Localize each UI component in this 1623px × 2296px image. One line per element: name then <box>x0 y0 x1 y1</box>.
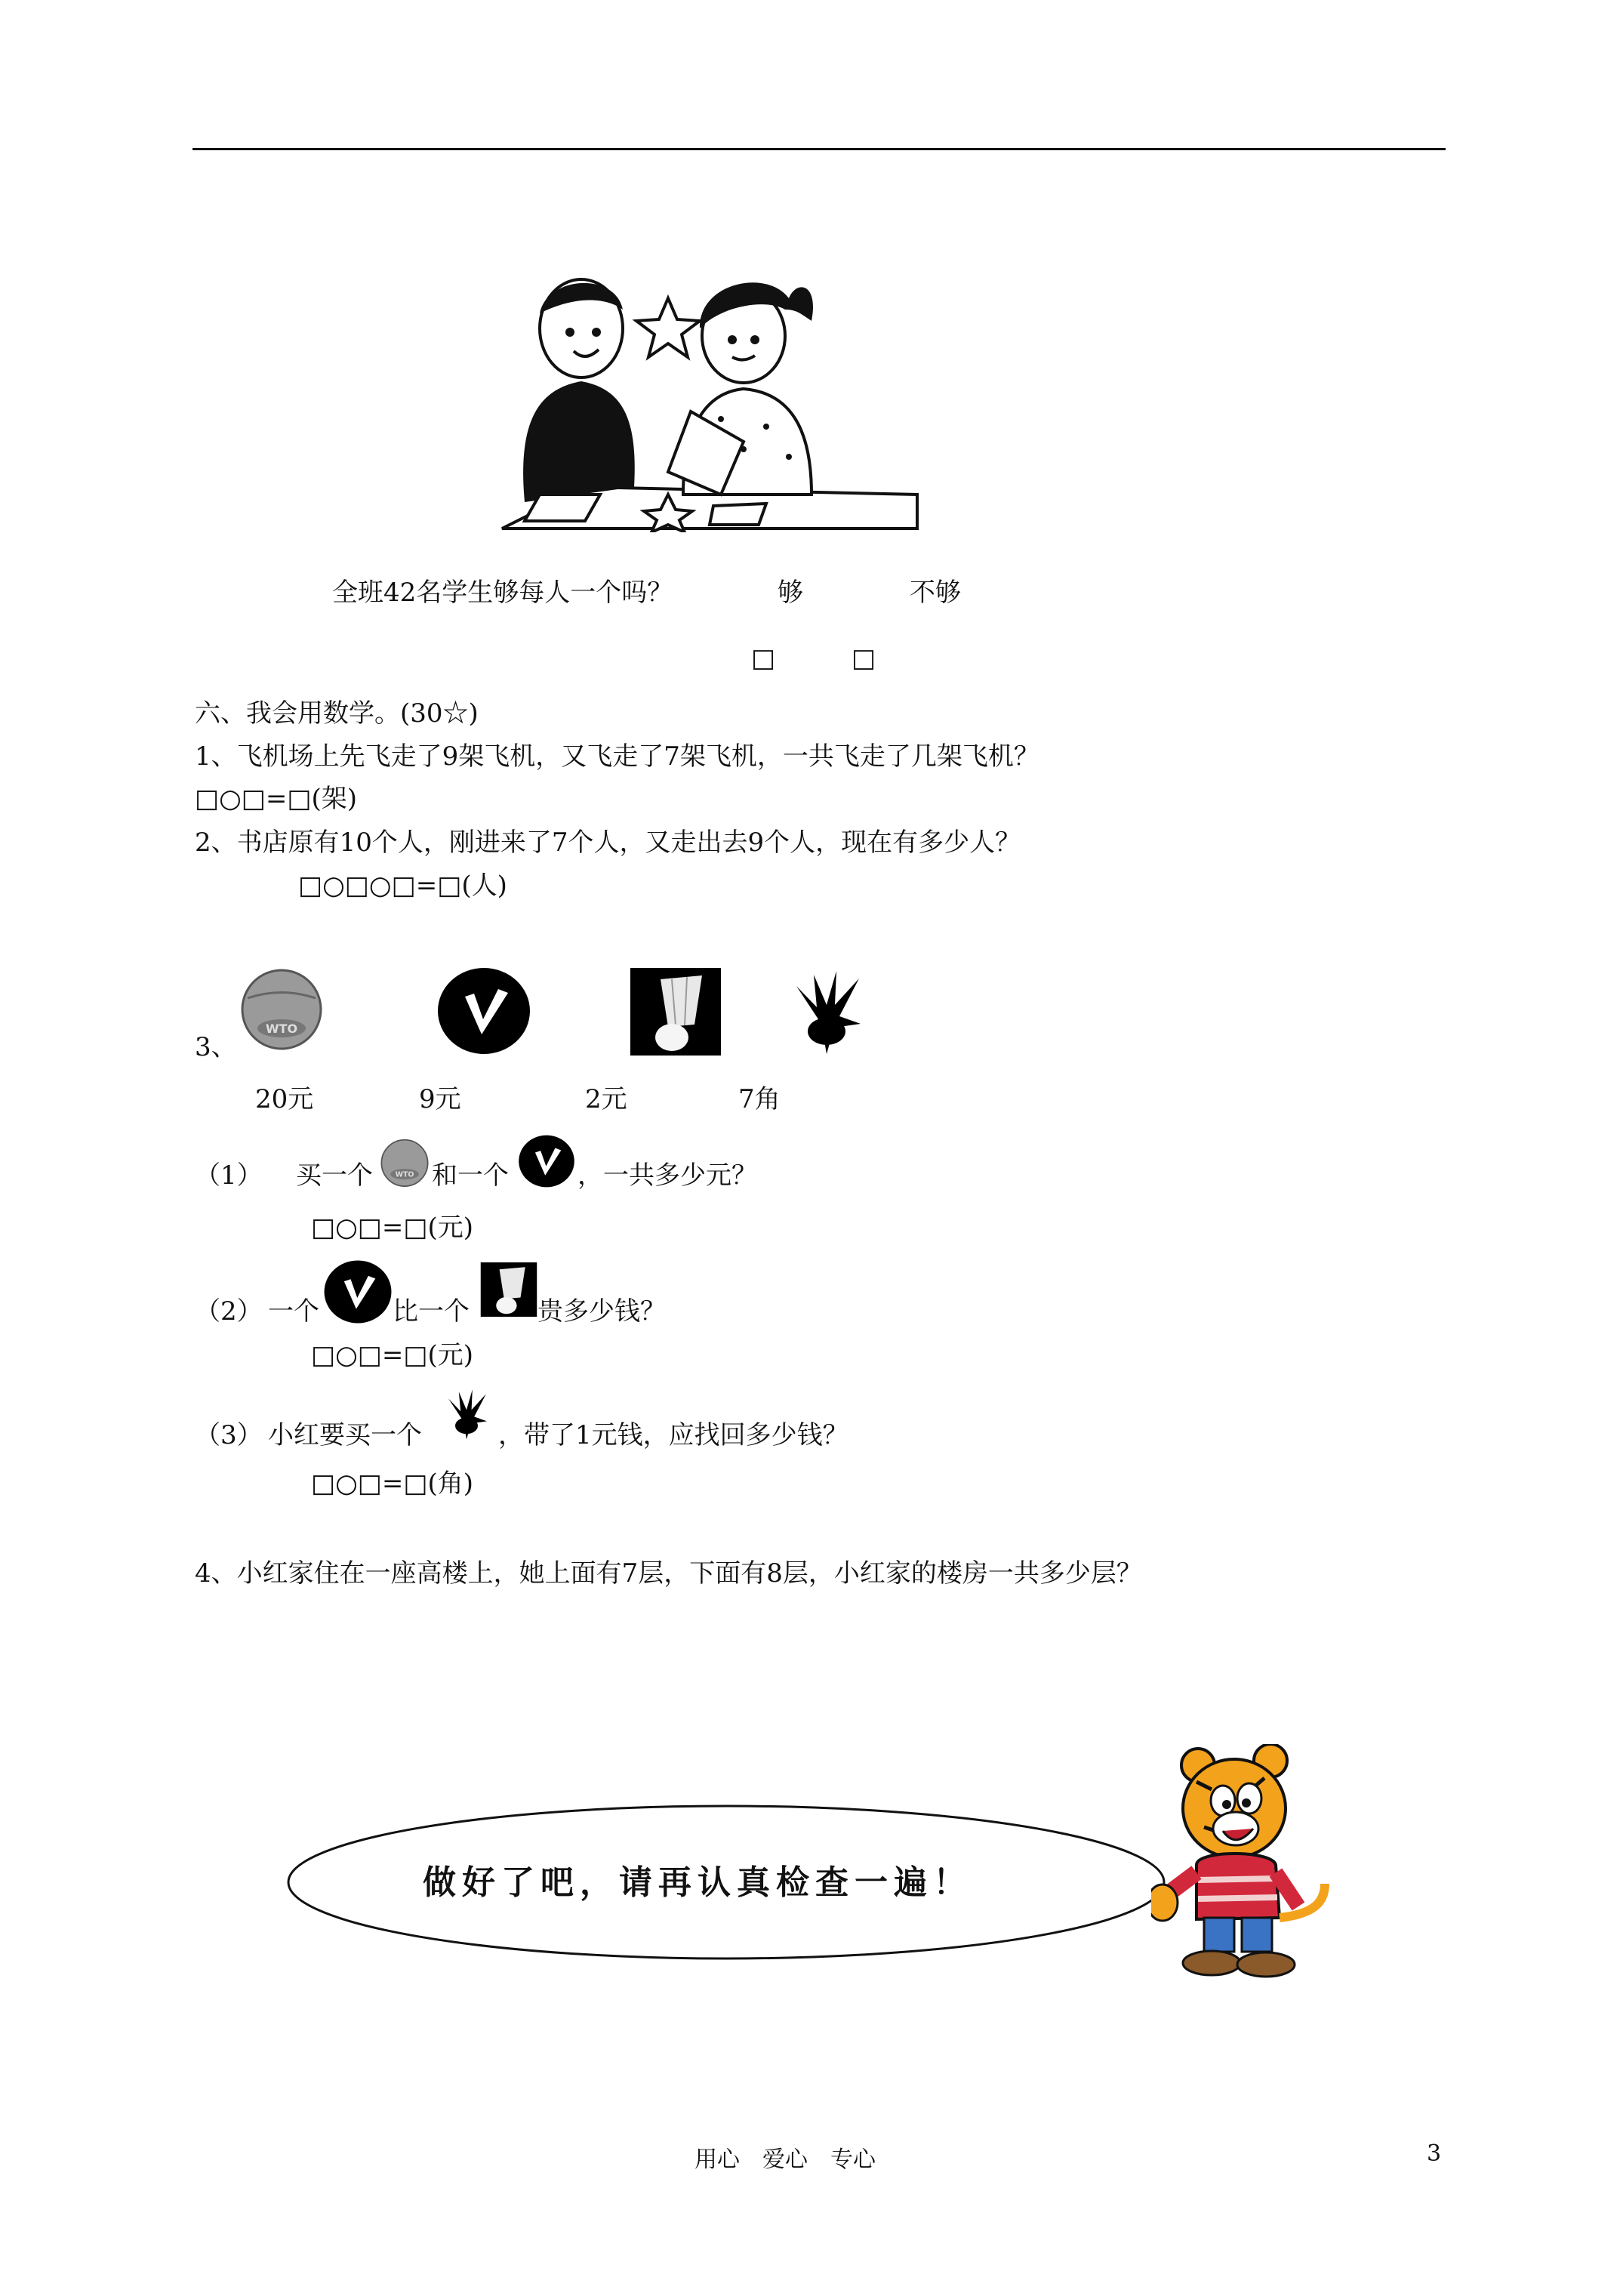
sub-question-2-formula[interactable]: □○□=□(元) <box>311 1340 474 1370</box>
volleyball-icon <box>436 966 531 1056</box>
basketball-icon <box>380 1139 430 1188</box>
sub-question-3-formula[interactable]: □○□=□(角) <box>311 1469 474 1499</box>
section-heading: 六、我会用数学。(30☆) <box>195 698 479 729</box>
shuttlecock-icon <box>630 968 721 1056</box>
sub-question-1-pre: 买一个 <box>296 1160 373 1191</box>
svg-text:WTO: WTO <box>395 1170 414 1179</box>
footer-motto: 用心 爱心 专心 <box>694 2147 876 2173</box>
sub-question-2-index: （2） <box>195 1296 263 1327</box>
shuttlecock-icon <box>480 1262 537 1317</box>
kids-cutting-stars-illustration <box>494 268 925 532</box>
speech-bubble-text: 做好了吧，请再认真检查一遍！ <box>423 1863 972 1902</box>
picture-question-text: 全班42名学生够每人一个吗？ <box>332 578 673 608</box>
sub-question-1-post: ，一共多少元？ <box>577 1160 757 1191</box>
plant-icon <box>442 1389 491 1441</box>
question-4-text: 4、小红家住在一座高楼上，她上面有7层，下面有8层，小红家的楼房一共多少层？ <box>195 1558 1142 1589</box>
question-2-formula[interactable]: □○□○□=□(人) <box>298 871 507 901</box>
option-not-enough: 不够 <box>910 578 961 608</box>
price-basketball: 20元 <box>255 1084 314 1114</box>
basketball-icon <box>240 968 323 1052</box>
sub-question-2-pre: 一个 <box>268 1296 319 1327</box>
sub-question-3-pre: 小红要买一个 <box>268 1420 422 1450</box>
volleyball-icon <box>323 1259 393 1324</box>
question-3-label: 3、 <box>195 1032 237 1062</box>
sub-question-1-mid: 和一个 <box>432 1160 509 1191</box>
enough-checkbox[interactable]: □ <box>751 643 776 673</box>
sub-question-2-post: 贵多少钱？ <box>537 1296 666 1327</box>
price-volleyball: 9元 <box>419 1084 461 1114</box>
sub-question-3-post: ，带了1元钱，应找回多少钱？ <box>498 1420 848 1450</box>
question-1-text: 1、飞机场上先飞走了9架飞机，又飞走了7架飞机，一共飞走了几架飞机？ <box>195 741 1039 772</box>
question-2-text: 2、书店原有10个人，刚进来了7个人，又走出去9个人，现在有多少人？ <box>195 827 1021 858</box>
sub-question-2-mid: 比一个 <box>393 1296 470 1327</box>
header-rule <box>192 148 1446 150</box>
price-shuttlecock: 2元 <box>585 1084 627 1114</box>
sub-question-1-formula[interactable]: □○□=□(元) <box>311 1213 474 1243</box>
sub-question-3-index: （3） <box>195 1420 263 1450</box>
sub-question-1-index: （1） <box>195 1160 263 1191</box>
not-enough-checkbox[interactable]: □ <box>852 643 876 673</box>
svg-text:WTO: WTO <box>265 1022 298 1036</box>
page-number: 3 <box>1427 2140 1442 2167</box>
plant-icon <box>785 971 868 1056</box>
option-enough: 够 <box>778 578 803 608</box>
tiger-mascot-illustration <box>1151 1744 1332 1978</box>
price-plant: 7角 <box>738 1084 781 1114</box>
question-1-formula[interactable]: □○□=□(架) <box>195 784 358 814</box>
volleyball-icon <box>518 1134 575 1188</box>
